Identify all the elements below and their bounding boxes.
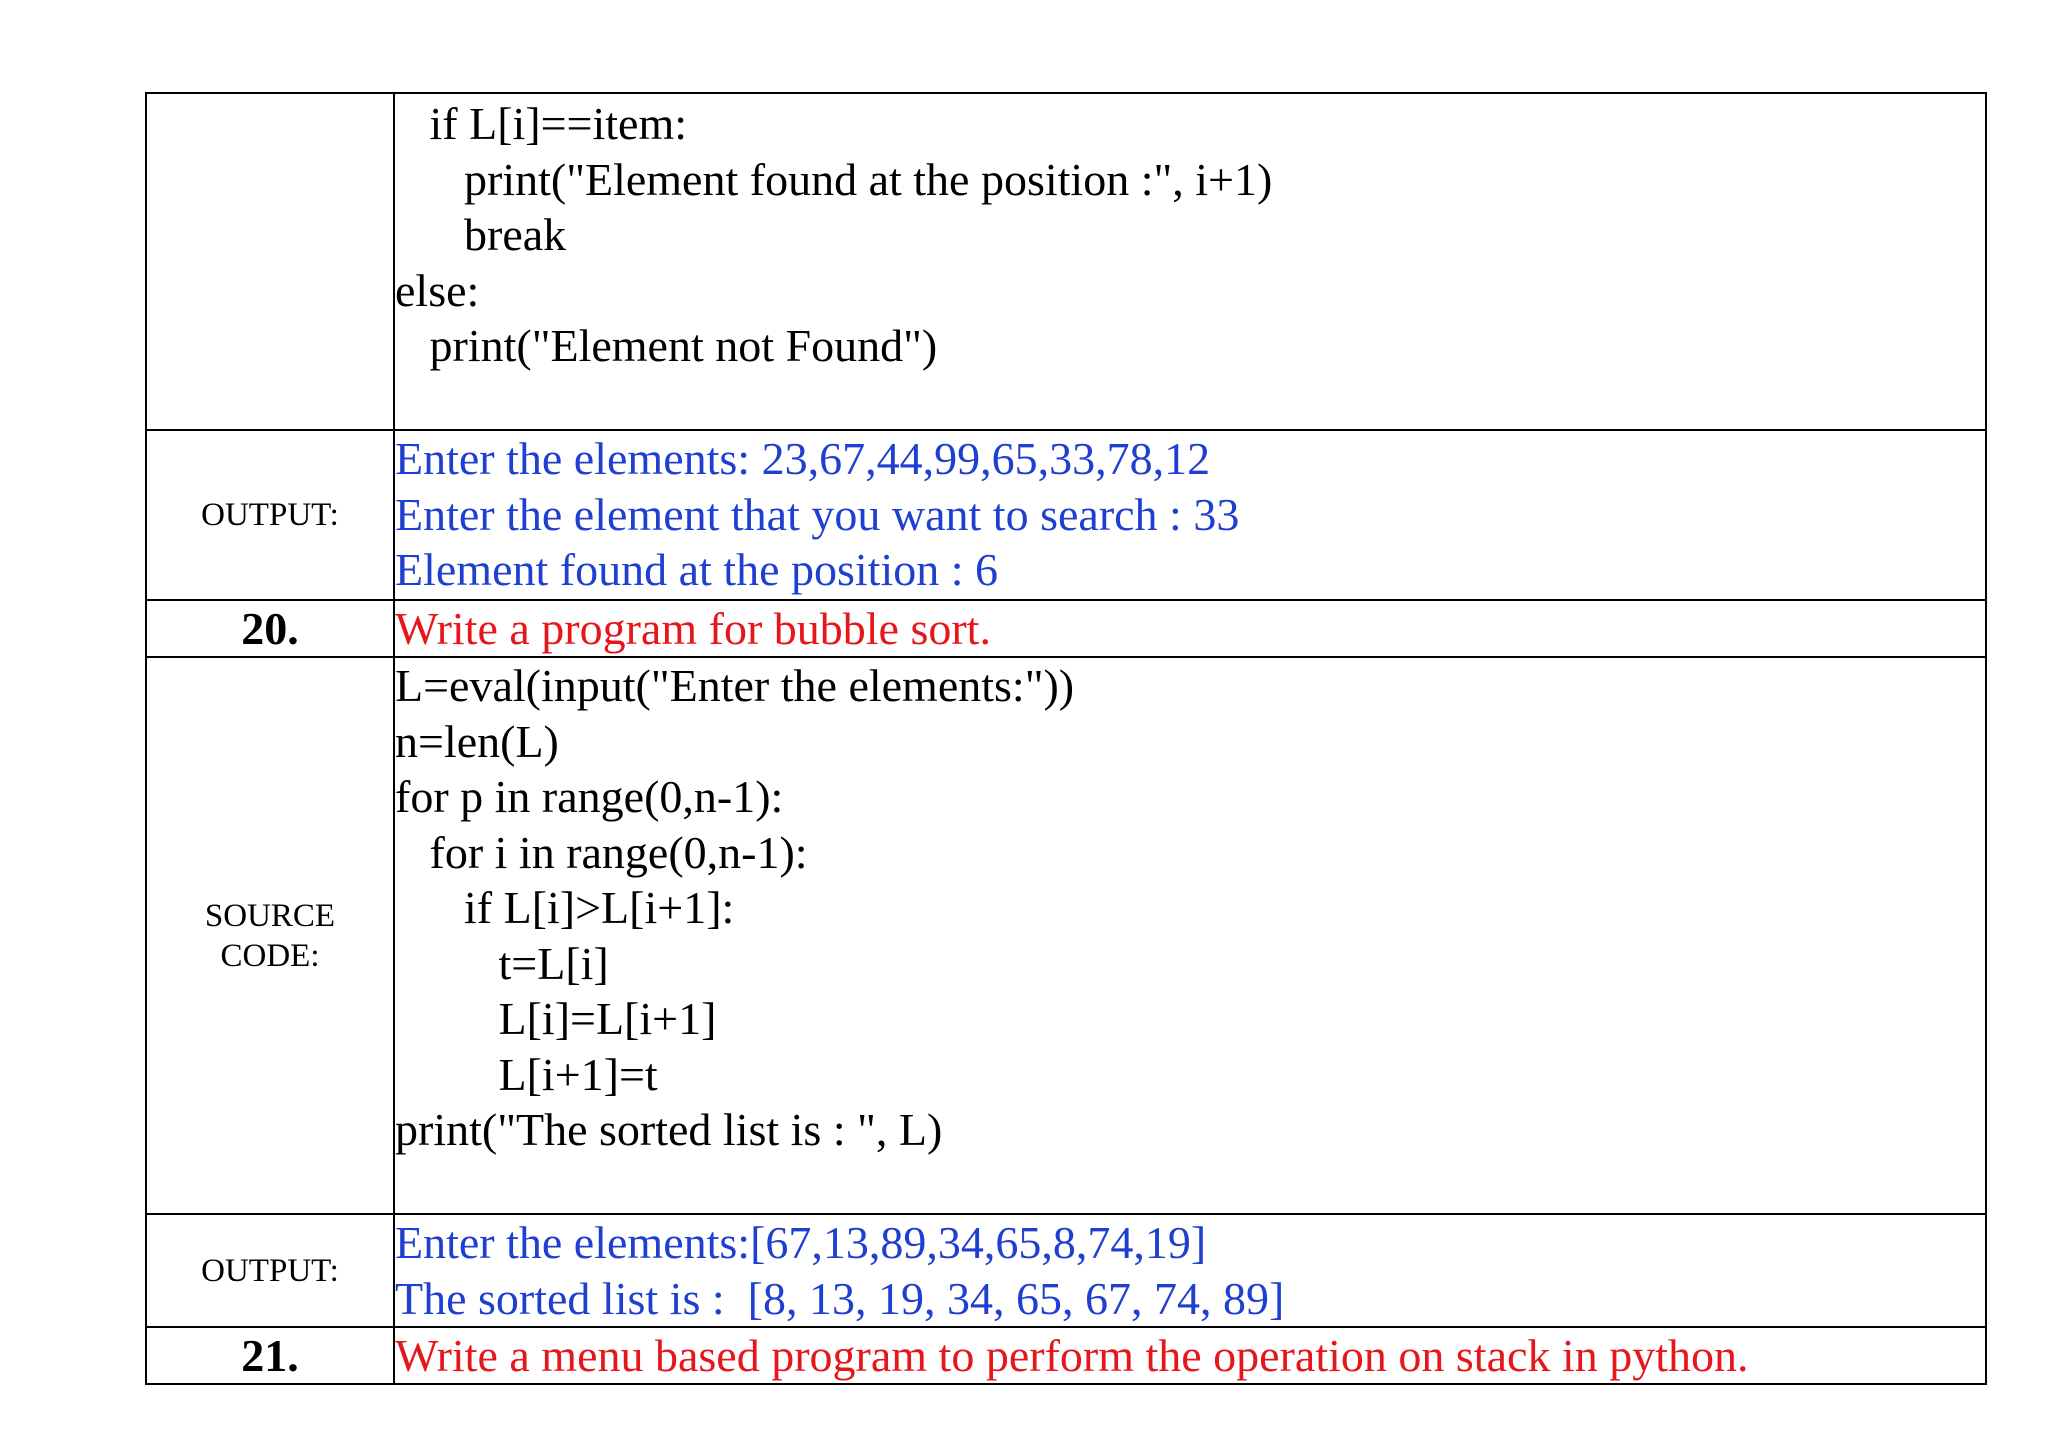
code-line: n=len(L) [395, 715, 559, 767]
code-line: print("Element found at the position :", i+1) [395, 153, 1273, 205]
code-line: else: [395, 264, 480, 316]
output-cell-sort [394, 1214, 1986, 1327]
task-description: Write a menu based program to perform the operation on stack in python. [395, 1330, 1749, 1381]
code-line: for p in range(0,n-1): [395, 771, 784, 822]
code-cell-search [394, 93, 1986, 430]
table-row-code-continued [146, 93, 1986, 430]
output-line: Enter the elements: 23,67,44,99,65,33,78,12 [395, 433, 1211, 484]
table-row-output-search [146, 430, 1986, 600]
output-label: OUTPUT: [146, 430, 394, 600]
output-label: OUTPUT: [146, 1214, 394, 1327]
source-label-line: SOURCE [204, 897, 336, 934]
task-cell [394, 1327, 1986, 1384]
table-row-task-20 [146, 600, 1986, 657]
output-line: Enter the element that you want to search : 33 [395, 488, 1240, 540]
source-code-label [146, 657, 394, 1214]
code-line: if L[i]==item: [395, 98, 688, 149]
code-line: L[i+1]=t [395, 1048, 658, 1100]
code-line: print("The sorted list is : ", L) [395, 1104, 943, 1155]
code-cell-bubble-sort [394, 657, 1986, 1214]
task-number: 20. [146, 600, 394, 657]
program-table [145, 92, 1987, 1385]
task-description: Write a program for bubble sort. [395, 603, 991, 654]
code-line: t=L[i] [395, 937, 609, 989]
task-cell [394, 600, 1986, 657]
code-line: for i in range(0,n-1): [395, 826, 808, 878]
label-cell-empty [146, 93, 394, 430]
task-number: 21. [146, 1327, 394, 1384]
code-line: L[i]=L[i+1] [395, 993, 717, 1044]
output-line: Enter the elements:[67,13,89,34,65,8,74,19] [395, 1217, 1207, 1268]
code-line: L=eval(input("Enter the elements:")) [395, 660, 1075, 711]
output-line: The sorted list is : [8, 13, 19, 34, 65, 67, 74, 89] [395, 1272, 1285, 1324]
code-label-line: CODE: [220, 937, 320, 974]
table-row-task-21 [146, 1327, 1986, 1384]
output-line: Element found at the position : 6 [395, 544, 999, 595]
table-row-output-sort [146, 1214, 1986, 1327]
table-row-source-code [146, 657, 1986, 1214]
code-line: if L[i]>L[i+1]: [395, 882, 735, 933]
code-line: print("Element not Found") [395, 320, 938, 371]
output-cell-search [394, 430, 1986, 600]
code-line: break [395, 209, 567, 260]
